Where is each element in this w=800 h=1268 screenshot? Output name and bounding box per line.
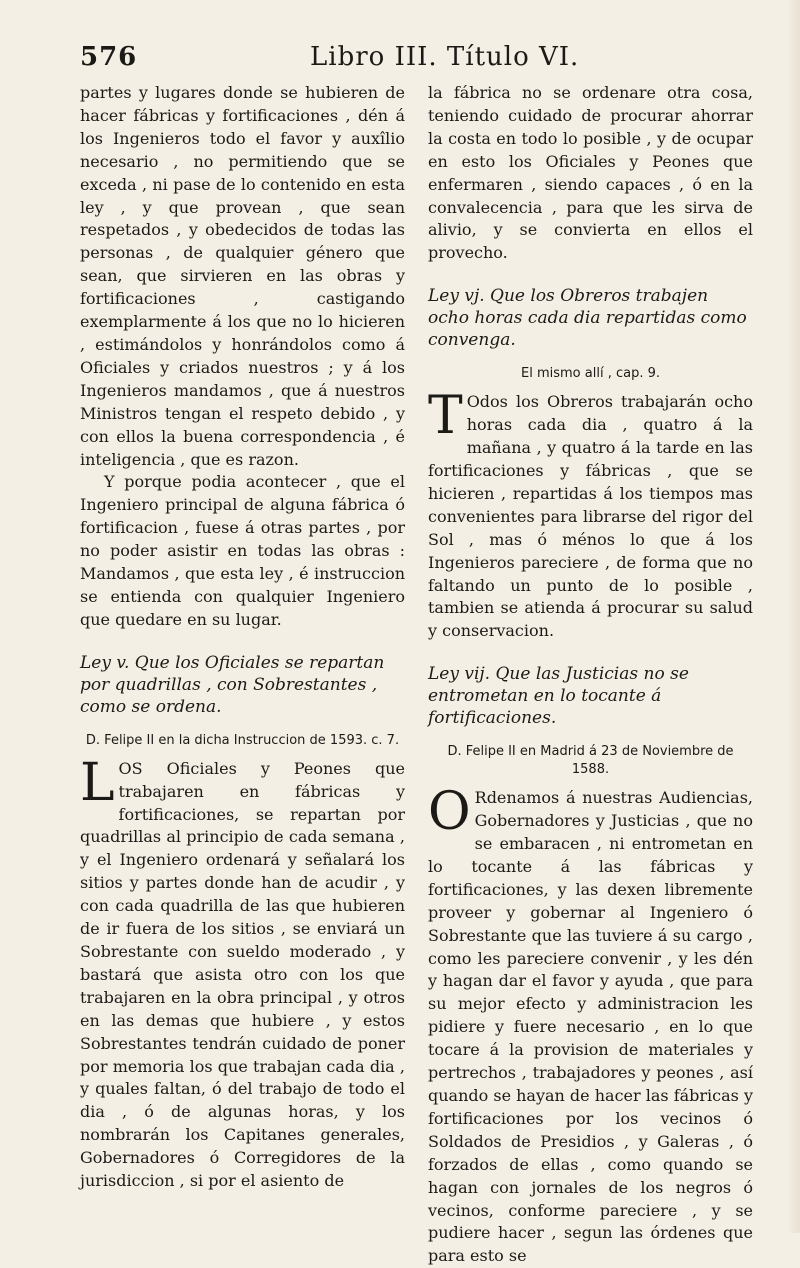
law-source: El mismo allí , cap. 9. — [521, 366, 660, 382]
law-text-block — [428, 386, 753, 643]
law-text-block — [428, 782, 753, 1268]
page-edge — [786, 0, 800, 1233]
paragraph: partes y lugares donde se hubieren de hacer fábricas y fortificaciones , dén á los Ingenieros todo el favor y auxîlio necesario , no permitiendo que se exceda , ni pase de lo contenido en esta ley , y que provean , que sean respetados , y obedecidos de todas las personas , de qualquier género que sean, que sirvieren en las obras y fortificaciones , castigando exemplarmente á los que no lo hicieren , estimándolos y honrándolos como á Oficiales y criados nuestros ; y á los Ingenieros mandamos , que á nuestros Ministros tengan el respeto debido , y con ellos la buena correspondencia , é inteligencia , que es razon. — [80, 83, 405, 469]
law-title: Ley v. Que los Oficiales se repartan por quadrillas , con Sobrestantes , como se ordena. — [80, 652, 385, 717]
law-text-block — [80, 752, 405, 1193]
drop-cap: L — [80, 752, 115, 813]
law-text: Odos los Obreros trabajarán ocho horas cada dia , quatro á la mañana , y quatro á la tarde en las fortificaciones y fábricas , que se hicieren , repartidas á los tiempos mas convenientes para librarse del rigor del Sol , mas ó ménos lo que á los Ingenieros pareciere , de forma que no faltando un punto de lo posible , tambien se atienda á procurar su salud y conservacion. — [428, 392, 753, 641]
law-text: Rdenamos á nuestras Audiencias, Gobernadores y Justicias , que no se embaracen , ni entrometan en lo tocante á las fábricas y fortificaciones, y las dexen libremente proveer y gobernar al Ingeniero ó Sobrestante que las tuviere á su cargo , como les pareciere convenir , y les dén y hagan dar el favor y ayuda , que para su mejor efecto y administracion les pidiere y fuere necesario , en lo que tocare á la provision de materiales y pertrechos , trabajadores y peones , así quando se hayan de hacer las fábricas y fortificaciones por los vecinos ó Soldados de Presidios , y Galeras , ó forzados de ellas , como quando se hagan con jornales de los negros ó vecinos, conforme pareciere , y se pudiere hacer , segun las órdenes que para esto se — [428, 788, 753, 1266]
paragraph: Y porque podia acontecer , que el Ingeniero principal de alguna fábrica ó fortificacion , fuese á otras partes , por no poder asistir en todas las obras : Mandamos , que esta ley , é instruccion se entienda con qualquier Ingeniero que quedare en su lugar. — [80, 472, 405, 629]
law-source: D. Felipe II en Madrid á 23 de Noviembre de 1588. — [447, 744, 734, 778]
drop-cap: O — [428, 782, 471, 843]
right-column — [428, 82, 753, 1268]
page-header — [80, 42, 740, 82]
drop-cap: T — [428, 386, 463, 447]
paragraph: la fábrica no se ordenare otra cosa, teniendo cuidado de procurar ahorrar la costa en todo lo posible , y de ocupar en esto los Oficiales y Peones que enfermaren , siendo capaces , ó en la convalecencia , para que les sirva de alivio, y se convierta en ellos el provecho. — [428, 83, 753, 263]
law-source: D. Felipe II en la dicha Instruccion de 1593. c. 7. — [85, 732, 400, 748]
left-column — [80, 82, 405, 1193]
running-title: Libro III. Título VI. — [310, 42, 580, 72]
page-number: 576 — [80, 42, 138, 72]
law-text: OS Oficiales y Peones que trabajaren en fábricas y fortificaciones, se repartan por quadrillas al principio de cada semana , y el Ingeniero ordenará y señalará los sitios y partes donde han de acudir , y con cada quadrilla de las que hubieren de ir fuera de los sitios , se enviará un Sobrestante con sueldo moderado , y bastará que asista otro con los que trabajaren en la obra principal , y otros en las demas que hubiere , y estos Sobrestantes tendrán cuidado de poner por memoria los que trabajan cada dia , y quales faltan, ó del trabajo de todo el dia , ó de algunas horas, y los nombrarán los Capitanes generales, Gobernadores ó Corregidores de la jurisdiccion , si por el asiento de — [80, 758, 405, 1191]
law-title: Ley vij. Que las Justicias no se entrometan en lo tocante á fortificaciones. — [428, 664, 689, 729]
law-title: Ley vj. Que los Obreros trabajen ocho horas cada dia repartidas como convenga. — [428, 286, 747, 351]
